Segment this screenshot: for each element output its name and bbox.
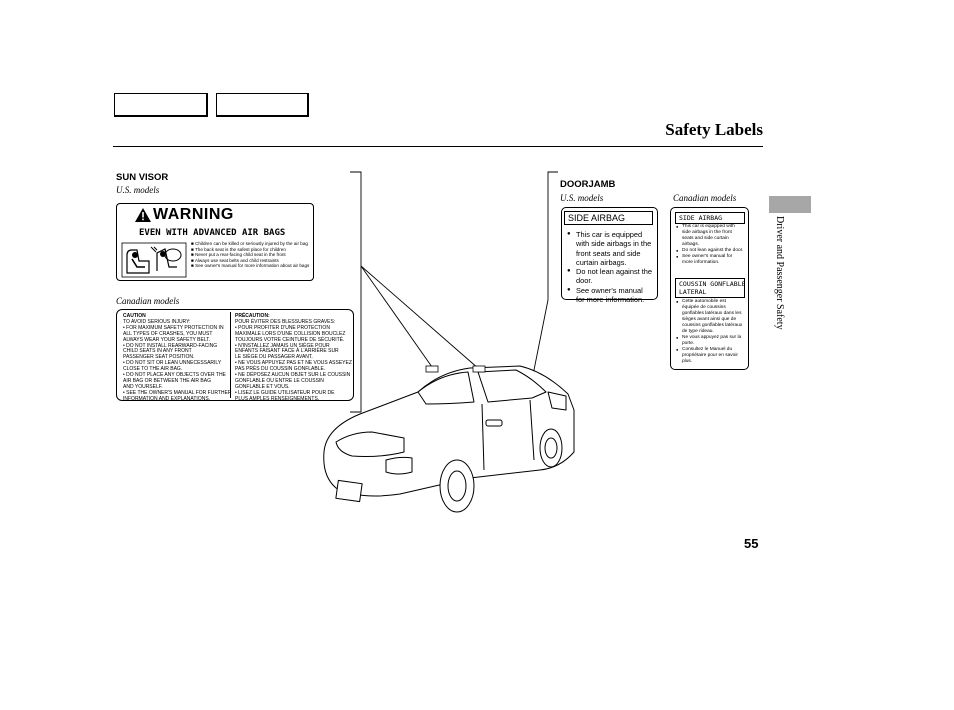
side-airbag-item-fr: ● Consultez le Manuel du propriétaire pour en savoir plus.: [676, 347, 744, 365]
precaution-line: • LISEZ LE GUIDE UTILISATEUR POUR DE: [235, 389, 335, 396]
caution-line: INFORMATION AND EXPLANATIONS.: [123, 395, 211, 402]
section-tab-label: Driver and Passenger Safety: [774, 216, 785, 330]
side-airbag-item: ● This car is equipped with side airbags in the front seats and side curtain airbags.: [567, 230, 653, 267]
caution-line: ALWAYS WEAR YOUR SAFETY BELT.: [123, 336, 211, 343]
doorjamb-us-caption: U.S. models: [560, 193, 604, 203]
warning-headline: WARNING: [153, 206, 234, 223]
side-airbag-item-fr: ● Ne vous appuyez pas sur la porte.: [676, 335, 744, 347]
precaution-line: PLUS AMPLES RENSEIGNEMENTS.: [235, 395, 320, 402]
coussin-header-line-1: COUSSIN GONFLABLE: [679, 280, 746, 288]
caution-line: CHILD SEATS IN ANY FRONT: [123, 348, 192, 355]
sun-visor-marker: [426, 366, 438, 372]
warning-subhead: EVEN WITH ADVANCED AIR BAGS: [139, 228, 286, 238]
warning-item: ■ Never put a rear-facing child seat in the front: [191, 252, 309, 258]
side-airbag-item-en: ● See owner's manual for more information.: [676, 254, 744, 266]
sun-visor-marker: [473, 366, 485, 372]
precaution-line: • POUR PROFITER D'UNE PROTECTION: [235, 324, 330, 331]
precaution-line: POUR ÉVITER DES BLESSURES GRAVES:: [235, 318, 336, 325]
precaution-line: GONFLABLE OU ENTRE LE COUSSIN: [235, 377, 324, 384]
warning-item: ■ Always use seat belts and child restraints: [191, 258, 309, 264]
precaution-line: ENFANTS FAISANT FACE À L'ARRIÈRE SUR: [235, 348, 339, 355]
precaution-line: PAS PRÈS DU COUSSIN GONFLABLE.: [235, 366, 326, 373]
caution-line: ALL TYPES OF CRASHES, YOU MUST: [123, 330, 213, 337]
caution-line: • SEE THE OWNER'S MANUAL FOR FURTHER: [123, 389, 232, 396]
side-airbag-item: ● See owner's manual for more information.: [567, 286, 653, 305]
caution-heading: CAUTION: [123, 313, 146, 319]
precaution-line: GONFLABLE ET VOUS.: [235, 383, 290, 390]
precaution-heading: PRÉCAUTION:: [235, 313, 270, 319]
precaution-line: • N'INSTALLEZ JAMAIS UN SIÈGE POUR: [235, 342, 330, 349]
precaution-line: LE SIÈGE DU PASSAGER AVANT.: [235, 354, 313, 361]
precaution-line: • NE VOUS APPUYEZ PAS ET NE VOUS ASSEYEZ: [235, 360, 352, 367]
doorjamb-ca-caption: Canadian models: [673, 193, 737, 203]
caution-line: • DO NOT SIT OR LEAN UNNECESSARILY: [123, 360, 222, 367]
precaution-line: MAXIMALE LORS D'UNE COLLISION BOUCLEZ: [235, 330, 346, 337]
caution-line: • DO NOT PLACE ANY OBJECTS OVER THE: [123, 372, 226, 379]
side-airbag-header-en: SIDE AIRBAG: [675, 212, 745, 224]
caution-line: AIR BAG OR BETWEEN THE AIR BAG: [123, 377, 211, 384]
caution-line: • DO NOT INSTALL REARWARD-FACING: [123, 342, 218, 349]
side-airbag-item-en: ● This car is equipped with side airbags in the front seats and side curtain airbags.: [676, 224, 744, 248]
precaution-line: • NE DÉPOSEZ AUCUN OBJET SUR LE COUSSIN: [235, 372, 351, 379]
side-airbag-item-fr: ● Cette automobile est équipée de coussins gonflables latéraux dans les sièges avant ainsi que de coussins gonflables latéraux de type rideau.: [676, 299, 744, 335]
side-airbag-item: ● Do not lean against the door.: [567, 267, 653, 286]
page-title: Safety Labels: [665, 120, 763, 139]
caution-line: AND YOURSELF.: [123, 383, 163, 390]
warning-item: ■ See owner's manual for more information about air bags: [191, 263, 309, 269]
sun-visor-ca-caption: Canadian models: [116, 296, 180, 306]
doorjamb-heading: DOORJAMB: [560, 179, 616, 190]
precaution-line: TOUJOURS VOTRE CEINTURE DE SÉCURITÉ.: [235, 336, 345, 343]
coussin-header-line-2: LATERAL: [679, 288, 707, 296]
side-airbag-item-en: ● Do not lean against the door.: [676, 248, 744, 254]
caution-line: • FOR MAXIMUM SAFETY PROTECTION IN: [123, 324, 224, 331]
sun-visor-us-caption: U.S. models: [116, 185, 160, 195]
caution-line: PASSENGER SEAT POSITION.: [123, 354, 195, 361]
page-number: 55: [744, 536, 759, 551]
caution-line: TO AVOID SERIOUS INJURY:: [123, 318, 191, 325]
warning-item: ■ The back seat is the safest place for children: [191, 247, 309, 253]
warning-item: ■ Children can be killed or seriously injured by the air bag: [191, 241, 309, 247]
side-airbag-header: SIDE AIRBAG: [564, 211, 653, 225]
sun-visor-heading: SUN VISOR: [116, 172, 169, 183]
caution-line: CLOSE TO THE AIR BAG.: [123, 366, 183, 373]
